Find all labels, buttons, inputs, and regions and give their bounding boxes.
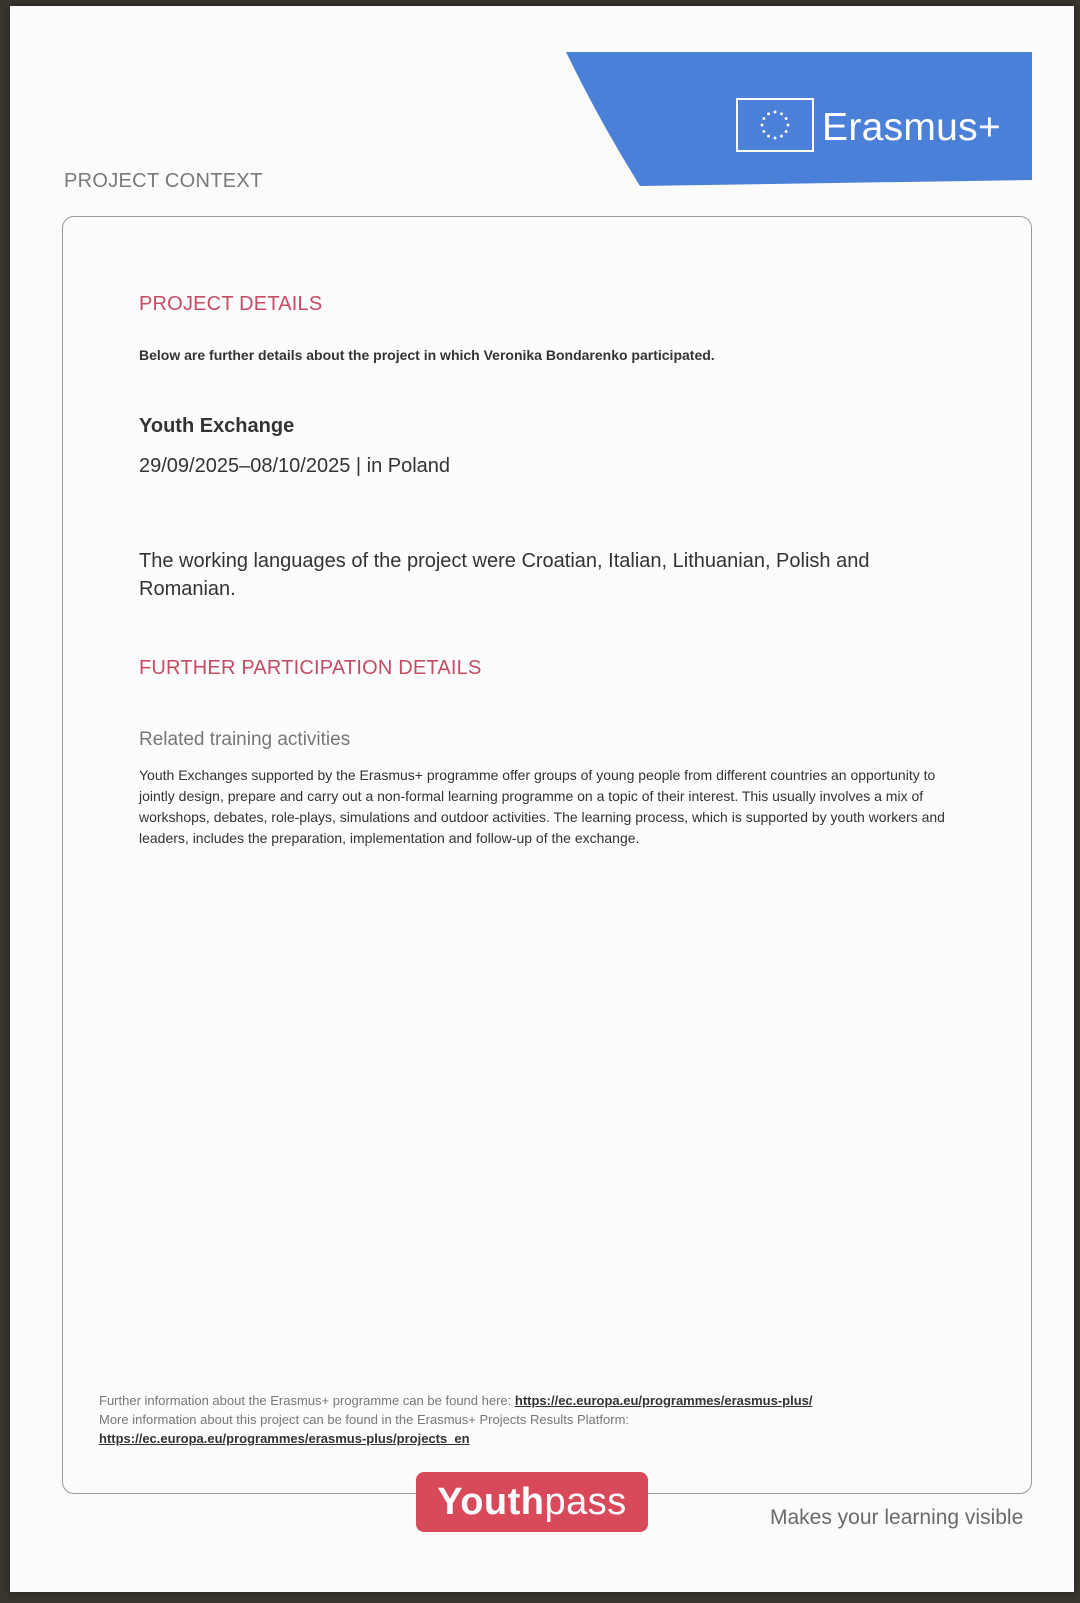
project-results-link[interactable]: https://ec.europa.eu/programmes/erasmus-plus/projects_en [99,1431,470,1446]
training-activities-description: Youth Exchanges supported by the Erasmus+ programme offer groups of young people from different countries an opportunity to jointly design, prepare and carry out a non-formal learning programme on a topic of their interest. This usually involves a mix of workshops, debates, role-plays, simulations and outdoor activities. The learning process, which is supported by youth workers and leaders, includes the preparation, implementation and follow-up of the exchange. [139,767,945,846]
programme-link[interactable]: https://ec.europa.eu/programmes/erasmus-plus/ [514,1393,813,1408]
erasmus-banner [566,52,1032,192]
training-activities-heading: Related training activities [139,729,351,750]
eu-flag-icon [736,98,814,152]
youthpass-tagline: Makes your learning visible [770,1506,1024,1529]
certificate-page [10,6,1074,1592]
project-details-heading: PROJECT DETAILS [139,293,323,315]
project-type: Youth Exchange [139,415,295,437]
project-dates-location: 29/09/2025–08/10/2025 | in Poland [139,455,451,477]
content-card [62,216,1032,1494]
project-languages: The working languages of the project were Croatian, Italian, Lithuanian, Polish and Romanian. [139,550,870,600]
participation-heading: FURTHER PARTICIPATION DETAILS [139,657,482,679]
project-intro: Below are further details about the project in which Veronika Bondarenko participated. [139,347,715,363]
youthpass-logo-bold: Youth [437,1481,545,1523]
programme-info-text: Further information about the Erasmus+ programme can be found here: [99,1393,515,1408]
page-section-label: PROJECT CONTEXT [64,170,263,192]
youthpass-logo [416,1472,648,1532]
youthpass-logo-regular: pass [544,1481,627,1523]
project-info-text: More information about this project can be found in the Erasmus+ Projects Results Platform: [99,1412,630,1427]
footer-info [99,1391,959,1448]
erasmus-logo-text: Erasmus+ [822,106,1002,149]
